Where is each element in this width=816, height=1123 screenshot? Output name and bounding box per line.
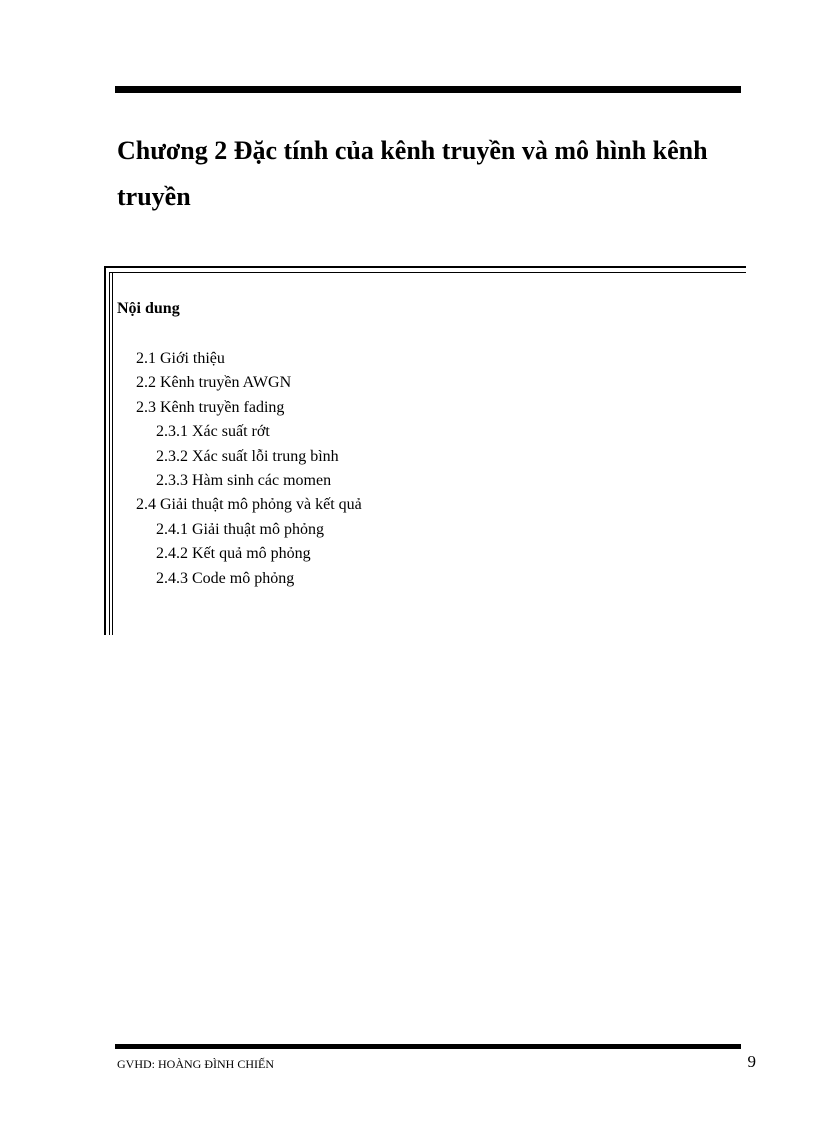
page-number: 9 [747,1052,756,1071]
chapter-title: Chương 2 Đặc tính của kênh truyền và mô hình kênh truyền [117,136,708,211]
toc-item: 2.1 Giới thiệu [136,350,225,367]
header-rule [115,86,741,93]
toc-subitem: 2.3.3 Hàm sinh các momen [156,472,332,490]
toc-frame-top-line [104,266,746,268]
toc-subitem: 2.3.1 Xác suất rớt [156,423,270,441]
toc-list [0,347,362,591]
toc-item: 2.3 Kênh truyền fading [136,398,285,416]
toc-heading: Nội dung [117,300,180,317]
toc-subitem: 2.4.1 Giải thuật mô phỏng [156,520,324,538]
footer-advisor: GVHD: HOÀNG ĐÌNH CHIẾN [117,1057,274,1071]
toc-subitem: 2.4.3 Code mô phỏng [156,569,295,587]
toc-subitem: 2.3.2 Xác suất lỗi trung bình [156,447,339,465]
toc-item: 2.2 Kênh truyền AWGN [136,374,292,392]
footer-rule [115,1044,741,1049]
toc-item: 2.4 Giải thuật mô phỏng và kết quả [136,496,362,514]
toc-subitem: 2.4.2 Kết quả mô phỏng [156,545,311,563]
toc-frame-top-inner-line [109,272,746,273]
